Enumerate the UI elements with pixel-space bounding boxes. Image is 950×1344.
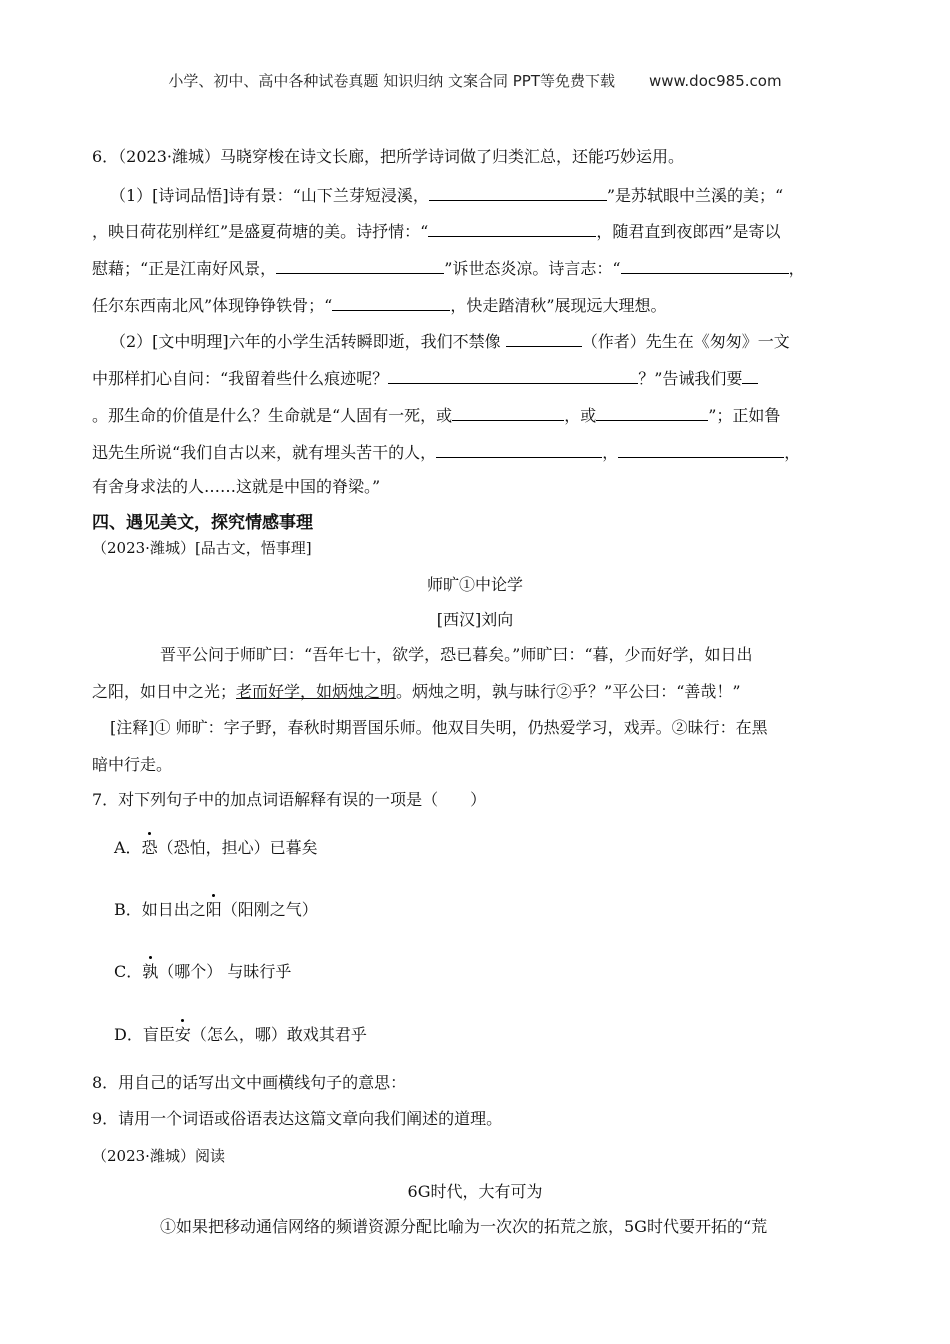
section-title: 四、遇见美文，探究情感事理 — [92, 513, 313, 533]
option-label: C． — [114, 962, 143, 981]
dotted-word: 恐 — [141, 838, 158, 857]
text-run: 。那生命的价值是什么？生命就是“人固有一死，或 — [92, 406, 453, 425]
option-label: A． — [114, 838, 142, 857]
q7-option-a[interactable] — [114, 838, 318, 858]
passage-line1: 晋平公问于师旷曰：“吾年七十，欲学，恐已暮矣。”师旷曰：“暮，少而好学，如日出 — [160, 645, 753, 664]
text-run: ？”告诫我们要 — [638, 369, 743, 388]
q6-p1-line1 — [110, 184, 783, 206]
text-run: ”是苏轼眼中兰溪的美；“ — [606, 186, 784, 205]
text-run: 任尔东西南北风”体现铮铮铁骨；“ — [92, 296, 333, 315]
text-run: （作者）先生在《匆匆》一文 — [581, 332, 790, 351]
answer-blank[interactable] — [452, 404, 564, 421]
text-run: ，映日荷花别样红”是盛夏荷塘的美。诗抒情：“ — [92, 222, 429, 241]
q7-option-b[interactable] — [114, 900, 318, 920]
dotted-word: 安 — [174, 1025, 191, 1044]
q6-p1-line2 — [92, 220, 781, 242]
text-run: ，快走踏清秋”展现远大理想。 — [450, 296, 667, 315]
q7-option-c[interactable] — [114, 962, 291, 982]
q6-p1-line4 — [92, 294, 667, 316]
q6-p2-line1 — [110, 330, 790, 352]
option-text: （哪个） 与昧行乎 — [158, 962, 292, 981]
text-run: （2）[文中明理]六年的小学生活转瞬即逝，我们不禁像 — [110, 332, 506, 351]
text-run: 慰藉；“正是江南好风景， — [92, 259, 277, 278]
option-label: D．盲臣 — [114, 1025, 175, 1044]
answer-blank[interactable] — [742, 367, 758, 384]
answer-blank[interactable] — [388, 367, 638, 384]
q7-stem: 7．对下列句子中的加点词语解释有误的一项是（ ） — [92, 790, 487, 809]
text-run: 迅先生所说“我们自古以来，就有埋头苦干的人， — [92, 443, 437, 462]
q9: 9．请用一个词语或俗语表达这篇文章向我们阐述的道理。 — [92, 1109, 503, 1128]
reading-source: （2023·潍城）阅读 — [92, 1147, 225, 1165]
note-line2: 暗中行走。 — [92, 755, 173, 774]
answer-blank[interactable] — [596, 404, 708, 421]
answer-blank[interactable] — [621, 257, 789, 274]
answer-blank[interactable] — [506, 330, 582, 347]
answer-blank[interactable] — [276, 257, 444, 274]
text-run: ，或 — [564, 406, 597, 425]
note-line1: [注释]① 师旷：字子野，春秋时期晋国乐师。他双目失明，仍热爱学习，戏弄。②昧行：在黑 — [110, 718, 768, 737]
passage-line2 — [92, 682, 741, 702]
answer-blank[interactable] — [429, 184, 607, 201]
q6-intro: 6．（2023·潍城）马晓穿梭在诗文长廊，把所学诗词做了归类汇总，还能巧妙运用。 — [92, 147, 684, 166]
dotted-word: 阳 — [205, 900, 222, 919]
q6-p1-line3 — [92, 257, 805, 279]
text-run: ”诉世态炎凉。诗言志：“ — [444, 259, 621, 278]
answer-blank[interactable] — [618, 441, 784, 458]
section-source: （2023·潍城）[品古文，悟事理] — [92, 539, 312, 557]
poem-author: [西汉]刘向 — [436, 610, 514, 629]
header-text: 小学、初中、高中各种试卷真题 知识归纳 文案合同 PPT等免费下载 — [168, 72, 615, 90]
answer-blank[interactable] — [436, 441, 602, 458]
q8: 8．用自己的话写出文中画横线句子的意思： — [92, 1073, 407, 1092]
answer-blank[interactable] — [428, 220, 596, 237]
text-run: ”；正如鲁 — [708, 406, 781, 425]
underlined-sentence: 老而好学，如炳烛之明 — [236, 682, 397, 701]
text-run: ，随君直到夜郎西”是寄以 — [596, 222, 781, 241]
option-text: （恐怕，担心）已暮矣 — [157, 838, 318, 857]
option-text: （阳刚之气） — [221, 900, 318, 919]
text-run: 之阳，如日中之光； — [92, 682, 237, 701]
text-run: 。炳烛之明，孰与昧行②乎？”平公曰：“善哉！” — [396, 682, 741, 701]
reading-p1: ①如果把移动通信网络的频谱资源分配比喻为一次次的拓荒之旅，5G时代要开拓的“荒 — [160, 1217, 768, 1236]
text-run: （1）[诗词品悟]诗有景：“山下兰芽短浸溪， — [110, 186, 429, 205]
q6-p2-line5: 有舍身求法的人……这就是中国的脊梁。” — [92, 477, 381, 496]
option-text: （怎么，哪）敢戏其君乎 — [190, 1025, 367, 1044]
q6-p2-line3 — [92, 404, 780, 426]
q6-p2-line2 — [92, 367, 758, 389]
text-run: ， — [784, 443, 801, 462]
text-run: ， — [602, 443, 619, 462]
text-run: 中那样扪心自问：“我留着些什么痕迹呢？ — [92, 369, 389, 388]
q7-option-d[interactable] — [114, 1025, 367, 1045]
option-label: B．如日出之 — [114, 900, 206, 919]
dotted-word: 孰 — [142, 962, 159, 981]
header-site: www.doc985.com — [648, 72, 782, 90]
answer-blank[interactable] — [332, 294, 450, 311]
page-header — [0, 70, 950, 91]
text-run: ， — [788, 259, 805, 278]
q6-p2-line4 — [92, 441, 800, 463]
reading-title: 6G时代，大有可为 — [407, 1182, 543, 1201]
poem-title: 师旷①中论学 — [426, 575, 523, 594]
